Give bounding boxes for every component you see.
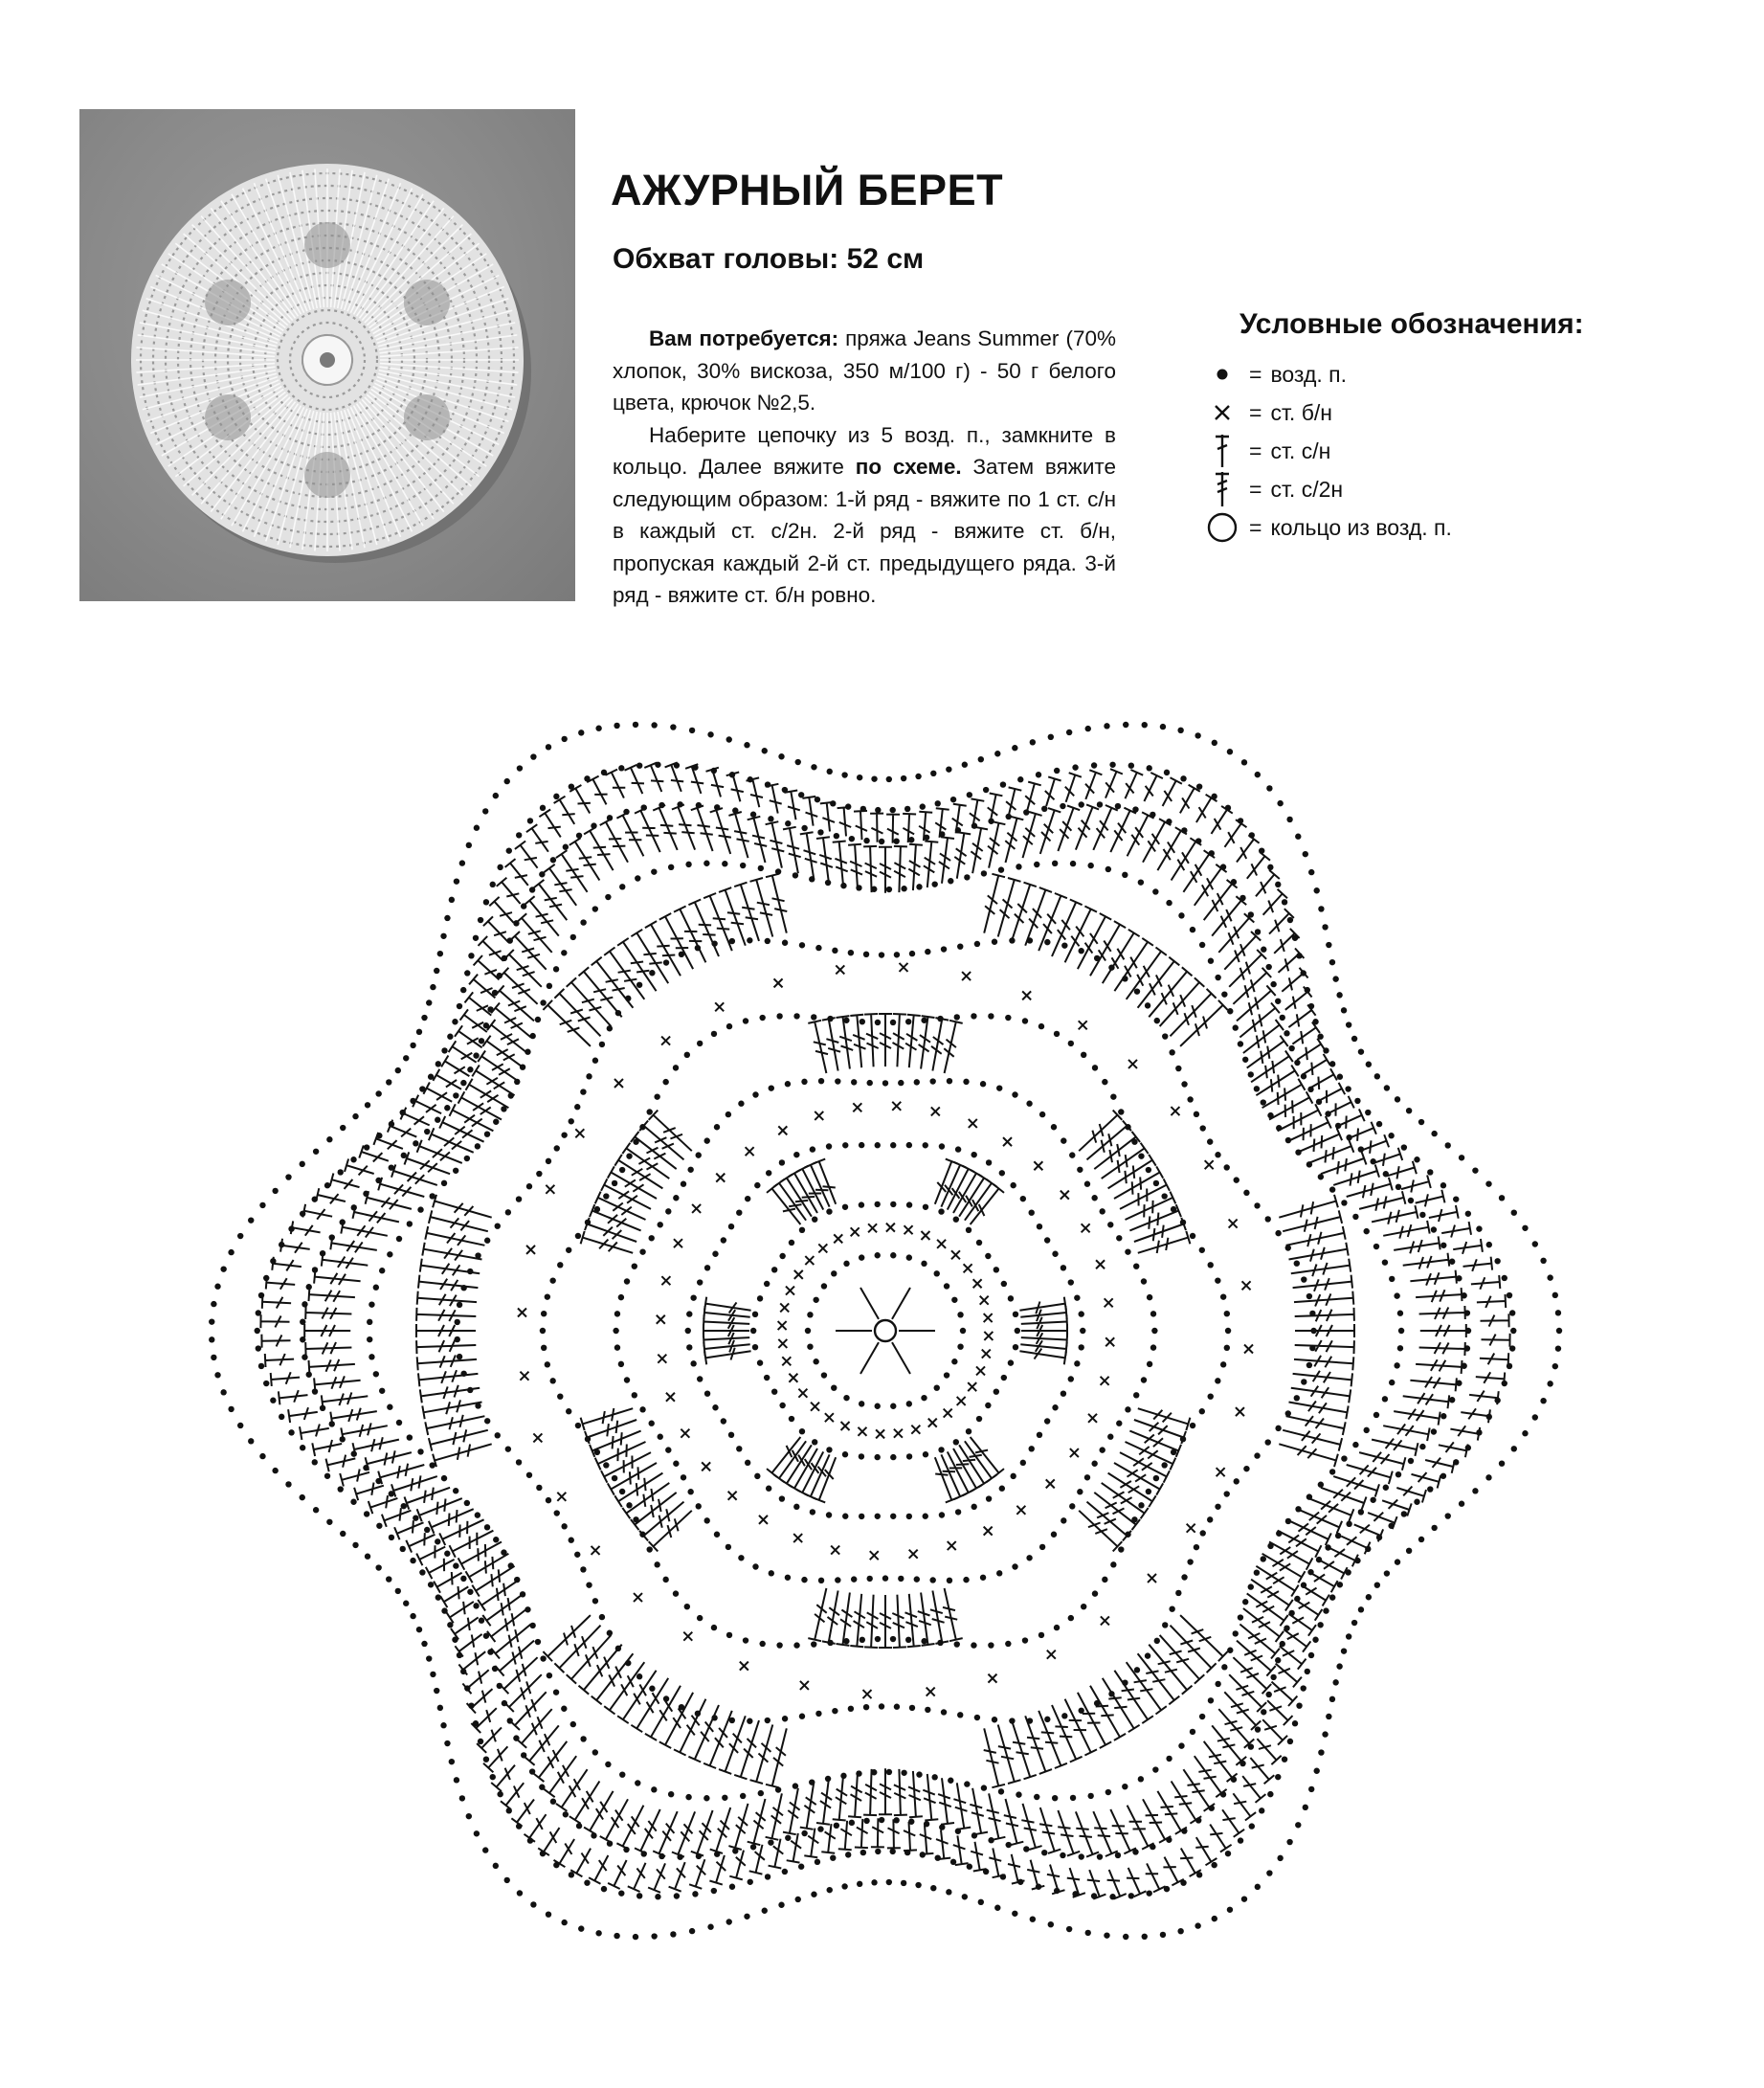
chain-dot-icon <box>1201 365 1243 384</box>
instructions <box>613 323 1116 612</box>
legend-equals: = <box>1249 438 1262 463</box>
legend-title: Условные обозначения: <box>1239 308 1584 340</box>
double-crochet-icon <box>1201 433 1243 469</box>
crochet-chart <box>201 632 1570 2039</box>
legend-item-label: ст. с/н <box>1270 438 1331 463</box>
center-ring <box>875 1320 896 1341</box>
legend-equals: = <box>1249 514 1262 540</box>
legend-item-treble-crochet <box>1201 470 1641 508</box>
method-start: Наберите цепочку из 5 возд. п., замкните в кольцо. Далее вяжите <box>613 422 1116 479</box>
legend-item-chain <box>1201 355 1641 393</box>
legend-item-label: кольцо из возд. п. <box>1270 514 1452 540</box>
method-paragraph <box>613 419 1116 612</box>
method-emphasis: по схеме. <box>855 455 962 479</box>
treble-crochet-icon <box>1201 470 1243 508</box>
legend-item-label: ст. б/н <box>1270 399 1332 425</box>
legend-equals: = <box>1249 476 1262 502</box>
single-crochet-x-icon <box>1201 402 1243 423</box>
chart-stitches <box>209 722 1562 1941</box>
materials-label: Вам потребуется: <box>649 326 839 350</box>
legend-item-double-crochet <box>1201 432 1641 470</box>
legend-item-label: возд. п. <box>1270 361 1348 387</box>
materials-text: пряжа Jeans Summer (70% хлопок, 30% вискоза, 350 м/100 г) - 50 г белого цвета, крючок №2,5. <box>613 326 1116 415</box>
legend-item-label: ст. с/2н <box>1270 476 1344 502</box>
materials-paragraph <box>613 323 1116 419</box>
ring-icon <box>1201 511 1243 544</box>
legend <box>1201 308 1641 547</box>
page-title: АЖУРНЫЙ БЕРЕТ <box>611 166 1004 214</box>
legend-equals: = <box>1249 399 1262 425</box>
beret-photo <box>79 109 575 601</box>
beret-lace-drawing <box>131 164 531 563</box>
method-rest: Затем вяжите следующим образом: 1-й ряд - вяжите по 1 ст. с/н в каждый ст. с/2н. 2-й ряд - вяжите ст. б/н, пропуская каждый 2-й ст. предыдущего ряда. 3-й ряд - вяжите ст. б/н ровно. <box>613 455 1116 607</box>
legend-item-single-crochet <box>1201 393 1641 432</box>
legend-item-ring <box>1201 508 1641 547</box>
legend-equals: = <box>1249 361 1262 387</box>
head-size: Обхват головы: 52 см <box>613 243 925 275</box>
